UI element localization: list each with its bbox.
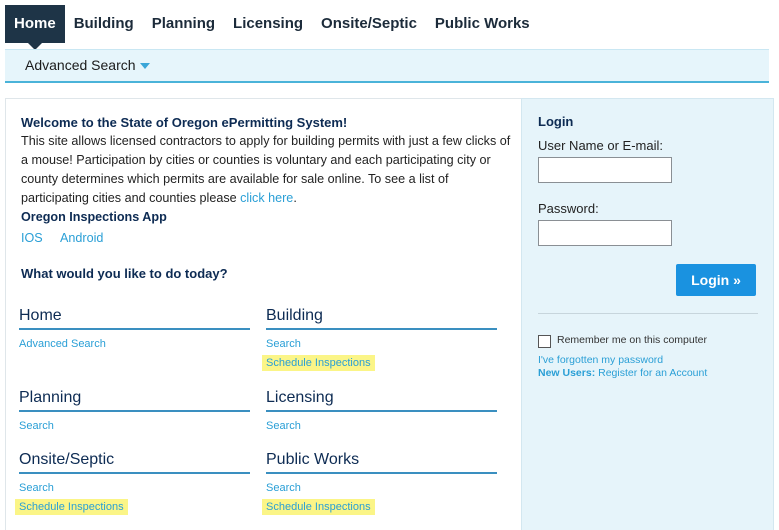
section-planning: [19, 389, 250, 432]
section-home: [19, 307, 250, 350]
caret-down-icon: [140, 63, 150, 69]
android-link[interactable]: Android: [60, 231, 104, 245]
welcome-end: .: [293, 191, 297, 205]
register-link[interactable]: Register for an Account: [598, 367, 708, 379]
tab-onsite-septic[interactable]: Onsite/Septic: [321, 15, 417, 32]
licensing-search-link[interactable]: Search: [266, 420, 301, 432]
advanced-search-label: Advanced Search: [25, 57, 136, 73]
section-licensing: [266, 389, 497, 432]
onsite-schedule-inspections-link[interactable]: Schedule Inspections: [15, 499, 128, 515]
password-input[interactable]: [538, 220, 672, 246]
section-building-title: Building: [266, 307, 497, 330]
password-label: Password:: [538, 201, 599, 216]
section-home-title: Home: [19, 307, 250, 330]
question-heading: What would you like to do today?: [21, 266, 228, 281]
tab-building[interactable]: Building: [73, 15, 134, 32]
welcome-text: [21, 132, 511, 208]
divider: [538, 313, 758, 314]
section-onsite-septic: [19, 451, 250, 513]
welcome-body: This site allows licensed contractors to apply for building permits with just a few clicks of a mouse! Participation by cities or counties is voluntary and each participating city or county determines which permits are available for sale online. To see a list of participating cities and counties please: [21, 134, 511, 205]
inspections-app-title: Oregon Inspections App: [21, 210, 167, 224]
tab-public-works[interactable]: Public Works: [434, 15, 530, 32]
home-advanced-search-link[interactable]: Advanced Search: [19, 338, 106, 350]
ios-link[interactable]: IOS: [21, 231, 43, 245]
remember-me-checkbox[interactable]: [538, 335, 551, 348]
login-title: Login: [538, 114, 574, 129]
new-users-row: [538, 367, 707, 379]
section-planning-title: Planning: [19, 389, 250, 412]
advanced-search-menu[interactable]: [25, 57, 150, 73]
public-works-search-link[interactable]: Search: [266, 482, 301, 494]
tab-planning[interactable]: Planning: [151, 15, 216, 32]
main-panel: [5, 98, 523, 530]
onsite-search-link[interactable]: Search: [19, 482, 54, 494]
tab-home[interactable]: Home: [5, 5, 65, 43]
building-search-link[interactable]: Search: [266, 338, 301, 350]
building-schedule-inspections-link[interactable]: Schedule Inspections: [262, 355, 375, 371]
top-nav: [5, 5, 539, 43]
section-public-works: [266, 451, 497, 513]
new-users-label: New Users:: [538, 367, 596, 379]
remember-me-label: Remember me on this computer: [557, 334, 707, 346]
username-input[interactable]: [538, 157, 672, 183]
sub-nav: [5, 49, 769, 83]
login-button[interactable]: Login »: [676, 264, 756, 296]
click-here-link[interactable]: click here: [240, 191, 294, 205]
public-works-schedule-inspections-link[interactable]: Schedule Inspections: [262, 499, 375, 515]
planning-search-link[interactable]: Search: [19, 420, 54, 432]
section-building: [266, 307, 497, 369]
username-label: User Name or E-mail:: [538, 138, 663, 153]
forgot-password-link[interactable]: I've forgotten my password: [538, 354, 664, 366]
section-public-works-title: Public Works: [266, 451, 497, 474]
login-panel: [521, 98, 774, 530]
section-onsite-title: Onsite/Septic: [19, 451, 250, 474]
welcome-title: Welcome to the State of Oregon ePermitting System!: [21, 115, 348, 130]
tab-licensing[interactable]: Licensing: [233, 15, 304, 32]
section-licensing-title: Licensing: [266, 389, 497, 412]
